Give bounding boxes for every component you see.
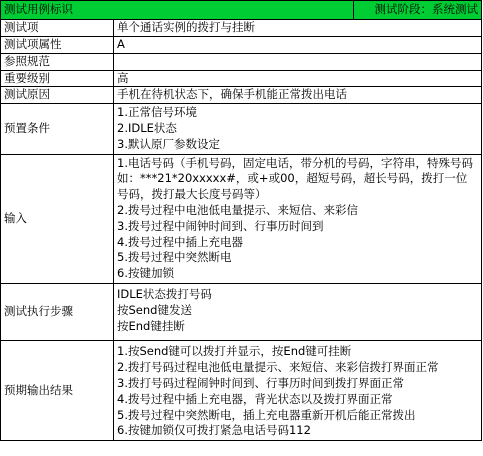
- test-steps-label: 测试执行步骤: [1, 283, 114, 340]
- input-line: 4.拨号过程中插上充电器: [117, 234, 243, 249]
- expected-line: 5.拨号过程中突然断电，插上充电器重新开机后能正常拨出: [117, 407, 416, 422]
- input-line: 3.拨号过程中闹钟时间到、行事历时间到: [117, 218, 324, 233]
- input-line: 2.拨号过程中电池低电量提示、来短信、来彩信: [117, 202, 358, 217]
- test-reason-value: 手机在待机状态下，确保手机能正常拨出电话: [114, 87, 482, 104]
- input-line: 1.电话号码（手机号码，固定电话，带分机的号码，字符串，特殊号码如：***21*20xxxxx#，或+或00，超短号码，超长号码，拨打一位号码，拨打最大长度号码等）: [117, 155, 473, 202]
- test-item-label: 测试项: [1, 20, 114, 37]
- expected-output-value: [114, 341, 482, 441]
- test-steps-value: [114, 283, 482, 340]
- input-line: 5.拨号过程中突然断电: [117, 250, 232, 265]
- expected-line: 6.按键加锁仅可拨打紧急电话号码112: [117, 423, 311, 438]
- test-step-line: 按Send键发送: [117, 302, 192, 317]
- importance-level-value: 高: [114, 70, 482, 87]
- test-item-attr-label: 测试项属性: [1, 36, 114, 53]
- expected-line: 2.拨打号码过程电池低电量提示、来短信、来彩信拨打界面正常: [117, 360, 439, 375]
- test-item-attr-value: A: [114, 36, 482, 53]
- expected-output-label: 预期输出结果: [1, 341, 114, 441]
- test-stage-header: 测试阶段：系统测试: [354, 1, 482, 20]
- row-expected-output: [1, 341, 482, 441]
- precondition-line: 3.默认原厂参数设定: [117, 136, 220, 151]
- row-input: [1, 154, 482, 283]
- row-test-item-attr: [1, 36, 482, 53]
- test-item-value: 单个通话实例的拨打与挂断: [114, 20, 482, 37]
- row-test-steps: [1, 283, 482, 340]
- row-test-reason: [1, 87, 482, 104]
- preconditions-value: [114, 104, 482, 154]
- test-step-line: 按End键挂断: [117, 318, 185, 333]
- precondition-line: 1.正常信号环境: [117, 105, 197, 120]
- test-reason-label: 测试原因: [1, 87, 114, 104]
- precondition-line: 2.IDLE状态: [117, 120, 177, 135]
- input-value: [114, 154, 482, 283]
- reference-spec-label: 参照规范: [1, 53, 114, 70]
- test-step-line: IDLE状态拨打号码: [117, 286, 212, 301]
- row-importance-level: [1, 70, 482, 87]
- row-test-item: [1, 20, 482, 37]
- reference-spec-value: [114, 53, 482, 70]
- expected-line: 4.拨号过程中插上充电器，背光状态以及拨打界面正常: [117, 391, 393, 406]
- input-label: 输入: [1, 154, 114, 283]
- expected-line: 1.按Send键可以拨打并显示，按End键可挂断: [117, 344, 352, 359]
- expected-line: 3.拨打号码过程闹钟时间到、行事历时间到拨打界面正常: [117, 375, 404, 390]
- importance-level-label: 重要级别: [1, 70, 114, 87]
- row-reference-spec: [1, 53, 482, 70]
- preconditions-label: 预置条件: [1, 104, 114, 154]
- row-preconditions: [1, 104, 482, 154]
- test-case-id-header: 测试用例标识: [1, 1, 354, 20]
- header-row: [1, 1, 482, 20]
- input-line: 6.按键加锁: [117, 266, 174, 281]
